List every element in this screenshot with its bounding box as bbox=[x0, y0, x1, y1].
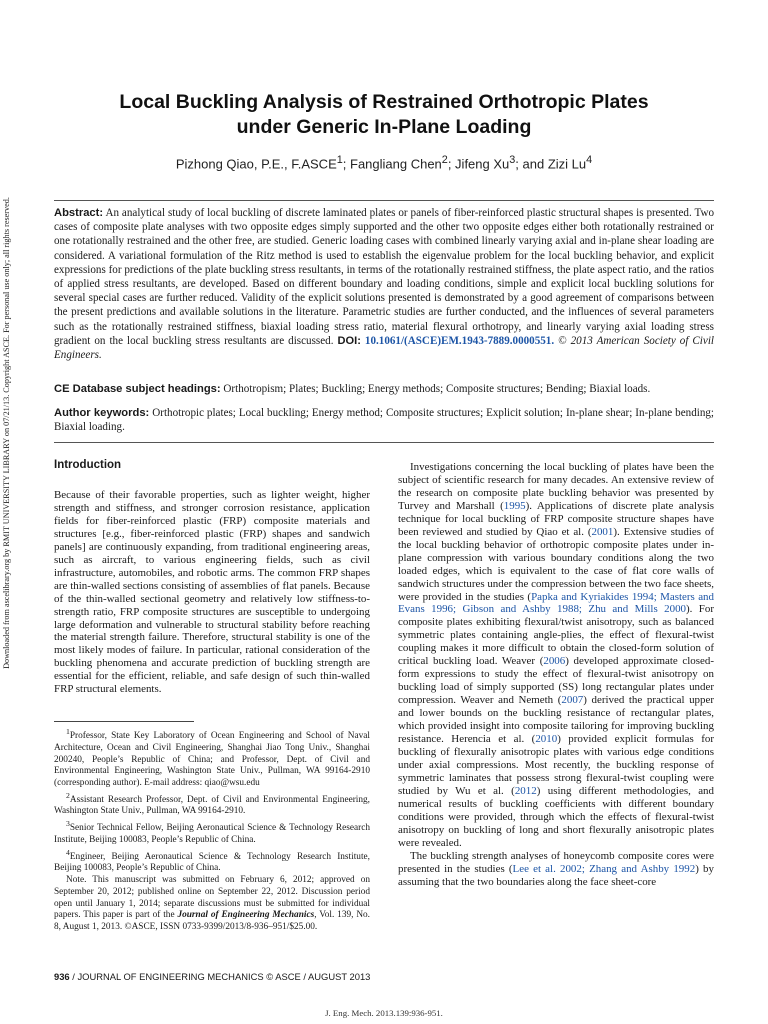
author-1: Pizhong Qiao, P.E., F.ASCE bbox=[175, 156, 337, 172]
text-run: ) by assuming that the two boundaries along the face sheet-core bbox=[398, 862, 714, 888]
right-column bbox=[398, 461, 714, 888]
footnote-3-mark: 3 bbox=[66, 819, 70, 829]
footnote-3-text: Senior Technical Fellow, Beijing Aeronautical Science & Technology Research Institute, Beijing 100083, People’s Republic of China. bbox=[54, 823, 370, 845]
abstract-body: An analytical study of local buckling of discrete laminated plates or panels of fiber-reinforced plastic structural shapes is presented. Two cases of composite plate analyses with two opposite edges simply supported and the other two opposite edges either both rotationally restrained or one rotationally restrained and the other free, are studied. Generic loading cases with combined linearly varying axial and in-plane shear loading are considered. A variational formulation of the Ritz method is used to establish the eigenvalue problem for the local buckling behavior, and explicit expressions for predictions of the plate buckling stress resultants, in terms of the rotationally restrained stiffness, the plate aspect ratio, and the ratios of applied stress resultants, are developed. Based on different boundary and loading conditions, simple and explicit local buckling solutions for several special cases are further reduced. Validity of the explicit solutions presented is demonstrated by a good agreement of comparisons between the present predictions and available solutions in the literature. Parametric studies are further conducted, and the influences of several parameters such as the rotationally restrained stiffness, biaxial loading stress ratio, material flexural orthotropy, and linearly varying axial loading stress gradient on the local buckling stress resultants are discussed. bbox=[54, 207, 715, 347]
author-2: ; Fangliang Chen bbox=[342, 156, 442, 172]
reference-link[interactable]: 2007 bbox=[561, 694, 584, 707]
text-run: ). Applications of discrete plate analysis technique for local buckling of FRP composite structure shapes have been reviewed and studied by Qiao et al. ( bbox=[398, 499, 715, 538]
title-line-1: Local Buckling Analysis of Restrained Orthotropic Plates bbox=[119, 91, 649, 113]
reference-link[interactable]: 2006 bbox=[543, 655, 566, 668]
text-run: Investigations concerning the local buckling of plates have been the subject of scientific research for many decades. An extensive review of the research on composite plate buckling behavior was presented by Turvey and Marshall ( bbox=[398, 461, 714, 512]
author-3: ; Jifeng Xu bbox=[447, 156, 510, 172]
divider-bottom bbox=[54, 442, 714, 443]
text-run: ) provided explicit formulas for buckling of flexurally anisotropic plates with various edge conditions under axial compressions. Most recently, the buckling response of symmetric laminates that possess strong flexural-twist coupling were studied by Wu et al. ( bbox=[398, 733, 714, 797]
citation-line: J. Eng. Mech. 2013.139:936-951. bbox=[325, 1008, 443, 1018]
reference-link[interactable]: 1995 bbox=[503, 499, 526, 512]
abstract-label: Abstract: bbox=[54, 207, 104, 219]
journal-name: Journal of Engineering Mechanics bbox=[177, 910, 315, 921]
footnote-4 bbox=[54, 847, 370, 876]
text-run: ) derived the practical upper and lower bounds on the buckling resistance of rectangular plates, which provided insight into composite tailoring for improving buckling resistance. Herencia et al. ( bbox=[398, 694, 714, 746]
author-4: ; and Zizi Lu bbox=[515, 156, 587, 172]
note-text-2: , Vol. 139, No. 8, August 1, 2013. ©ASCE, ISSN 0733-9399/2013/8-936–951/$25.00. bbox=[54, 910, 371, 932]
author-4-affil: 4 bbox=[586, 154, 593, 166]
intro-paragraph-1 bbox=[54, 489, 370, 696]
footnote-1-text: Professor, State Key Laboratory of Ocean Engineering and School of Naval Architecture, Ocean and Civil Engineering, Shanghai Jiao Tong Univ., Shanghai 200240, People’s Republic of China; and Professor, Dept. of Civil and Environmental Engineering, Washington State Univ., Pullman, WA 99164-2910 (corresponding author). E-mail address: qiao@wsu.edu bbox=[54, 731, 370, 788]
download-notice: Downloaded from ascelibrary.org by RMIT UNIVERSITY LIBRARY on 07/21/13. Copyright ASCE. For personal use only; all rights reserved. bbox=[2, 197, 11, 669]
author-list bbox=[40, 154, 728, 171]
ce-subject-headings bbox=[54, 382, 714, 396]
footnote-4-text: Engineer, Beijing Aeronautical Science & Technology Research Institute, Beijing 100083, People’s Republic of China. bbox=[54, 851, 370, 874]
right-paragraph-2 bbox=[398, 850, 714, 889]
reference-link[interactable]: Lee et al. 2002; Zhang and Ashby 1992 bbox=[512, 862, 696, 875]
abstract bbox=[54, 206, 714, 362]
footnote-1 bbox=[54, 726, 370, 790]
divider-top bbox=[54, 200, 714, 201]
footnote-2 bbox=[54, 790, 370, 819]
author-1-affil: 1 bbox=[336, 154, 343, 166]
footnote-rule bbox=[54, 721, 194, 722]
note-text-1: Note. This manuscript was submitted on February 6, 2012; approved on September 20, 2012; published online on September 22, 2012. Discussion period open until January 1, 2014; separate discussions must be submitted for individual papers. This paper is part of the bbox=[54, 875, 370, 921]
right-paragraph-1 bbox=[398, 461, 714, 850]
text-run: ). For composite plates exhibiting flexural/twist anisotropy, such as balanced symmetric plates containing angle-plies, the effect of flexural-twist coupling makes it more difficult to obtain the closed-form solution of critical buckling load. Weaver ( bbox=[398, 603, 714, 668]
page-footer bbox=[54, 971, 370, 982]
keywords-label: Author keywords: bbox=[54, 407, 150, 419]
intro-p1-text: Because of their favorable properties, such as lighter weight, higher strength and stiffness, and stronger corrosion resistance, application fields for fiber-reinforced plastic (FRP) composite materials and structures [e.g., fiber-reinforced plastic (FRP) shapes and sandwich panels] are continuously expanding, from traditional engineering areas, such as aircraft, to various engineering fields, such as civil infrastructure, automobiles, and robotic arms. The common FRP shapes are thin-walled sections consisting of assemblies of flat panels. Because of the thin-walled sectional geometry and relatively low stiffness-to-strength ratio, FRP composite structures are susceptible to undergoing large deformation and vulnerable to structural stability before reaching the material strength failure. Therefore, structural stability is one of the most likely modes of failure. In particular, rational consideration of the buckling phenomena and accurate prediction of buckling strength are essential for the efficient, reliable, and safe design of such thin-walled FRP structural elements. bbox=[54, 489, 370, 696]
doi-link[interactable]: 10.1061/(ASCE)EM.1943-7889.0000551. bbox=[364, 334, 555, 347]
text-run: ). Extensive studies of the local buckling behavior of orthotropic composite plates under in-plane compression with various boundary conditions along the two loaded edges, which is equivalent to the case of flat core walls of sandwich structures under the compression between the two face sheets, were provided in the studies ( bbox=[398, 525, 714, 603]
footnote-1-mark: 1 bbox=[66, 727, 70, 736]
footnote-4-mark: 4 bbox=[66, 847, 70, 857]
introduction-heading: Introduction bbox=[54, 459, 122, 471]
doi-label: DOI: bbox=[337, 334, 361, 347]
text-run: The buckling strength analyses of honeycomb composite cores were presented in the studies ( bbox=[398, 849, 714, 875]
reference-link[interactable]: 2010 bbox=[535, 733, 558, 746]
reference-link[interactable]: Papka and Kyriakides 1994; Masters and Evans 1996; Gibson and Ashby 1988; Zhu and Mills 2000 bbox=[398, 590, 714, 616]
reference-link[interactable]: 2012 bbox=[514, 784, 537, 797]
footnote-3 bbox=[54, 818, 370, 847]
ce-headings-text: Orthotropism; Plates; Buckling; Energy methods; Composite structures; Bending; Biaxial loads. bbox=[223, 383, 651, 395]
keywords-text: Orthotropic plates; Local buckling; Energy method; Composite structures; Explicit solution; In-plane shear; In-plane bending; Biaxial loading. bbox=[54, 407, 714, 434]
footnote-2-mark: 2 bbox=[66, 790, 70, 800]
reference-link[interactable]: 2001 bbox=[591, 525, 614, 538]
ce-headings-label: CE Database subject headings: bbox=[54, 383, 221, 395]
footnote-2-text: Assistant Research Professor, Dept. of Civil and Environmental Engineering, Washington State Univ., Pullman, WA 99164-2910. bbox=[54, 794, 370, 817]
author-2-affil: 2 bbox=[441, 154, 448, 166]
author-keywords bbox=[54, 406, 714, 434]
journal-footer: / JOURNAL OF ENGINEERING MECHANICS © ASCE / AUGUST 2013 bbox=[69, 971, 371, 982]
text-run: ) using different methodologies, and numerical results of buckling coefficients with different boundary conditions were provided, through which the effects of flexural-twist anisotropy on buckling of long and short flexurally anisotropic plates were revealed. bbox=[398, 784, 714, 849]
submission-note bbox=[54, 875, 370, 934]
paper-title bbox=[40, 90, 728, 140]
author-3-affil: 3 bbox=[509, 154, 516, 166]
page-number: 936 bbox=[54, 971, 70, 982]
copyright-notice: © 2013 American Society of Civil Engineers. bbox=[54, 334, 714, 362]
footnotes bbox=[54, 726, 370, 934]
text-run: ) developed approximate closed-form expressions to study the effect of flexural-twist anisotropy on buckling load of simply supported (SS) long rectangular plates under compression. Weaver and Nemeth ( bbox=[398, 655, 714, 707]
title-line-2: under Generic In-Plane Loading bbox=[236, 116, 532, 138]
